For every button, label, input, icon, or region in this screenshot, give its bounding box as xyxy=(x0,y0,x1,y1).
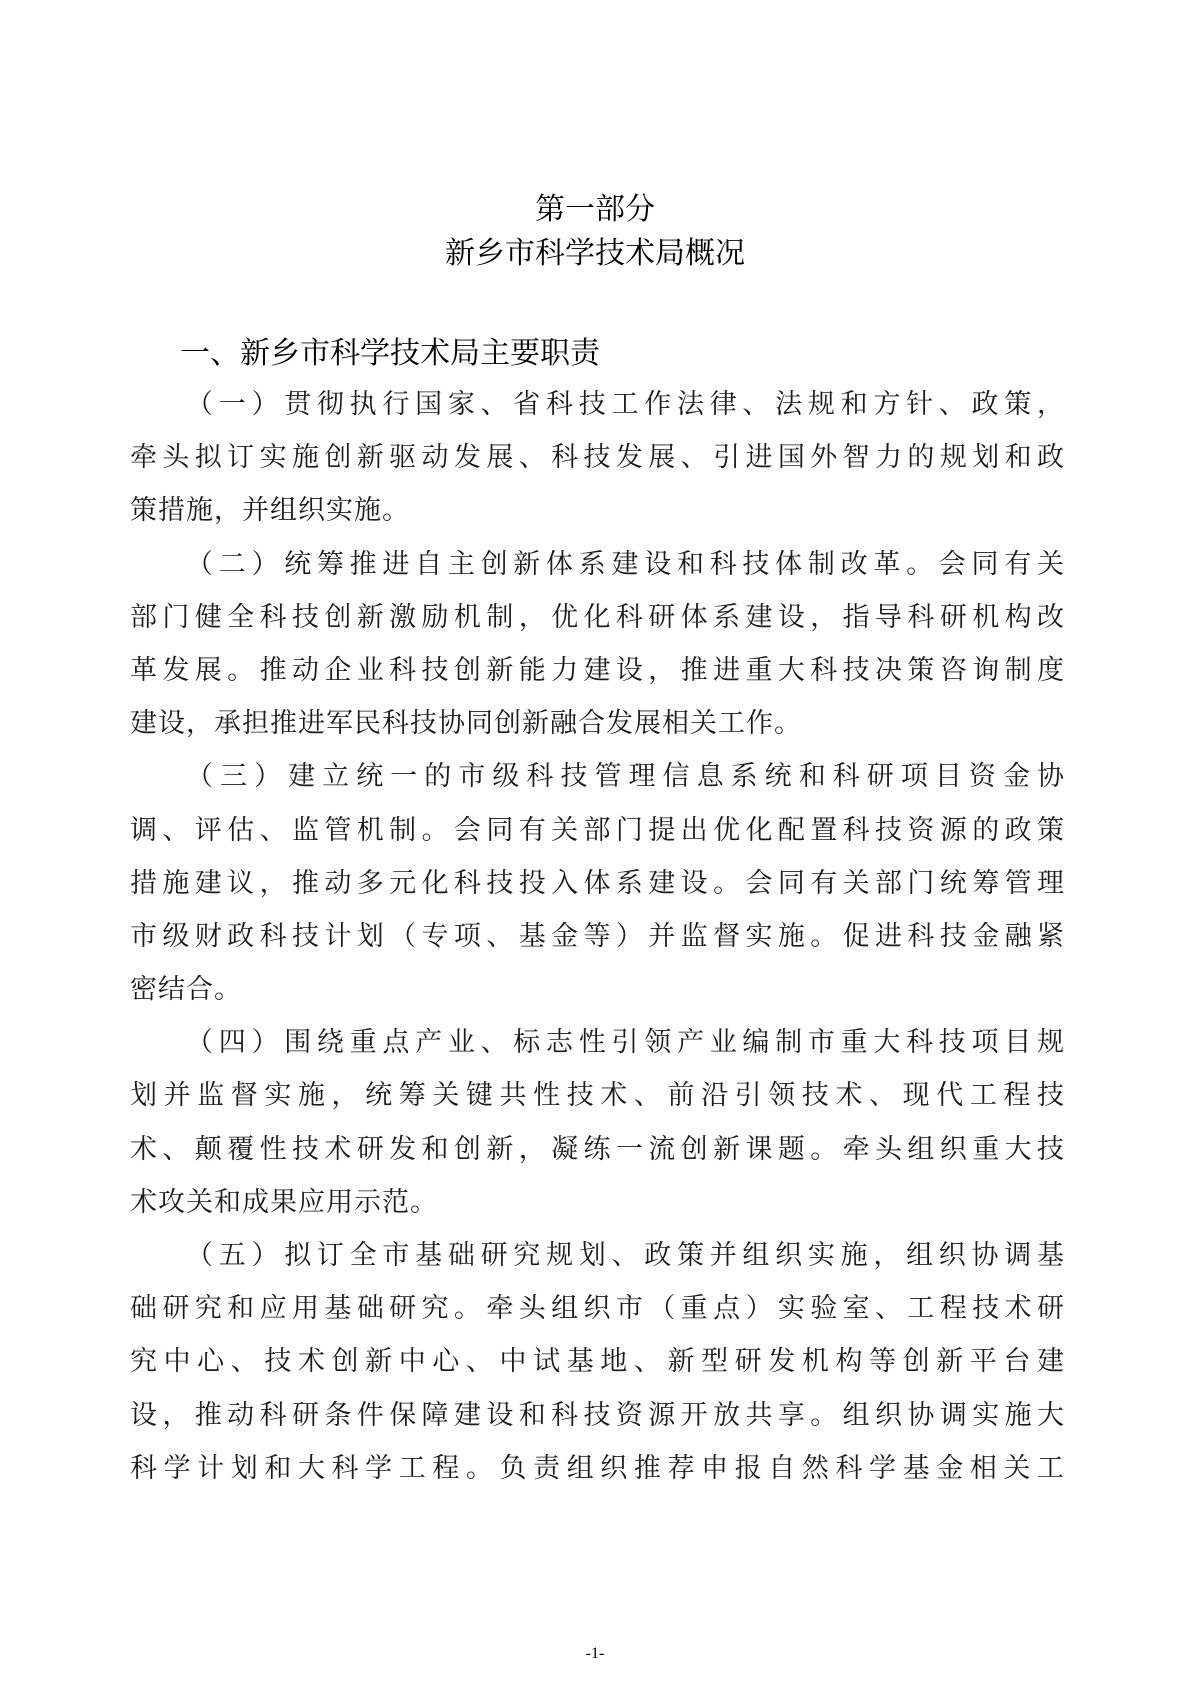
paragraph-5-line-4: 设，推动科研条件保障建设和科技资源开放共享。组织协调实施大 xyxy=(130,1399,1065,1431)
section-heading: 一、新乡市科学技术局主要职责 xyxy=(180,336,600,371)
paragraph-5-line-2: 础研究和应用基础研究。牵头组织市（重点）实验室、工程技术研 xyxy=(130,1293,1065,1325)
document-subtitle: 新乡市科学技术局概况 xyxy=(445,236,745,271)
paragraph-2-line-4: 建设，承担推进军民科技协同创新融合发展相关工作。 xyxy=(130,708,802,740)
page-number: -1- xyxy=(585,1645,605,1662)
paragraph-2-line-1: （二）统筹推进自主创新体系建设和科技体制改革。会同有关 xyxy=(186,548,1065,580)
paragraph-3-line-5: 密结合。 xyxy=(130,974,242,1006)
body-text xyxy=(130,378,1065,1495)
paragraph-3-line-2: 调、评估、监管机制。会同有关部门提出优化配置科技资源的政策 xyxy=(130,814,1065,846)
paragraph-5-line-1: （五）拟订全市基础研究规划、政策并组织实施，组织协调基 xyxy=(186,1240,1065,1271)
paragraph-2-line-2: 部门健全科技创新激励机制，优化科研体系建设，指导科研机构改 xyxy=(130,601,1065,633)
paragraph-4-line-1: （四）围绕重点产业、标志性引领产业编制市重大科技项目规 xyxy=(186,1027,1065,1059)
paragraph-4-line-2: 划并监督实施，统筹关键共性技术、前沿引领技术、现代工程技 xyxy=(130,1080,1065,1112)
paragraph-5-line-5: 科学计划和大科学工程。负责组织推荐申报自然科学基金相关工 xyxy=(130,1452,1065,1484)
paragraph-1-line-1: （一）贯彻执行国家、省科技工作法律、法规和方针、政策， xyxy=(186,389,1065,420)
paragraph-1-line-3: 策措施，并组织实施。 xyxy=(130,495,410,527)
paragraph-3-line-3: 措施建议，推动多元化科技投入体系建设。会同有关部门统筹管理 xyxy=(130,867,1065,899)
paragraph-4-line-4: 术攻关和成果应用示范。 xyxy=(130,1186,438,1218)
part-title: 第一部分 xyxy=(535,192,655,227)
paragraph-1-line-2: 牵头拟订实施创新驱动发展、科技发展、引进国外智力的规划和政 xyxy=(130,442,1065,474)
paragraph-3-line-1: （三）建立统一的市级科技管理信息系统和科研项目资金协 xyxy=(186,761,1065,793)
paragraph-2-line-3: 革发展。推动企业科技创新能力建设，推进重大科技决策咨询制度 xyxy=(130,654,1065,686)
paragraph-4-line-3: 术、颠覆性技术研发和创新，凝练一流创新课题。牵头组织重大技 xyxy=(130,1133,1065,1165)
paragraph-5-line-3: 究中心、技术创新中心、中试基地、新型研发机构等创新平台建 xyxy=(130,1346,1065,1378)
paragraph-3-line-4: 市级财政科技计划（专项、基金等）并监督实施。促进科技金融紧 xyxy=(130,920,1065,952)
